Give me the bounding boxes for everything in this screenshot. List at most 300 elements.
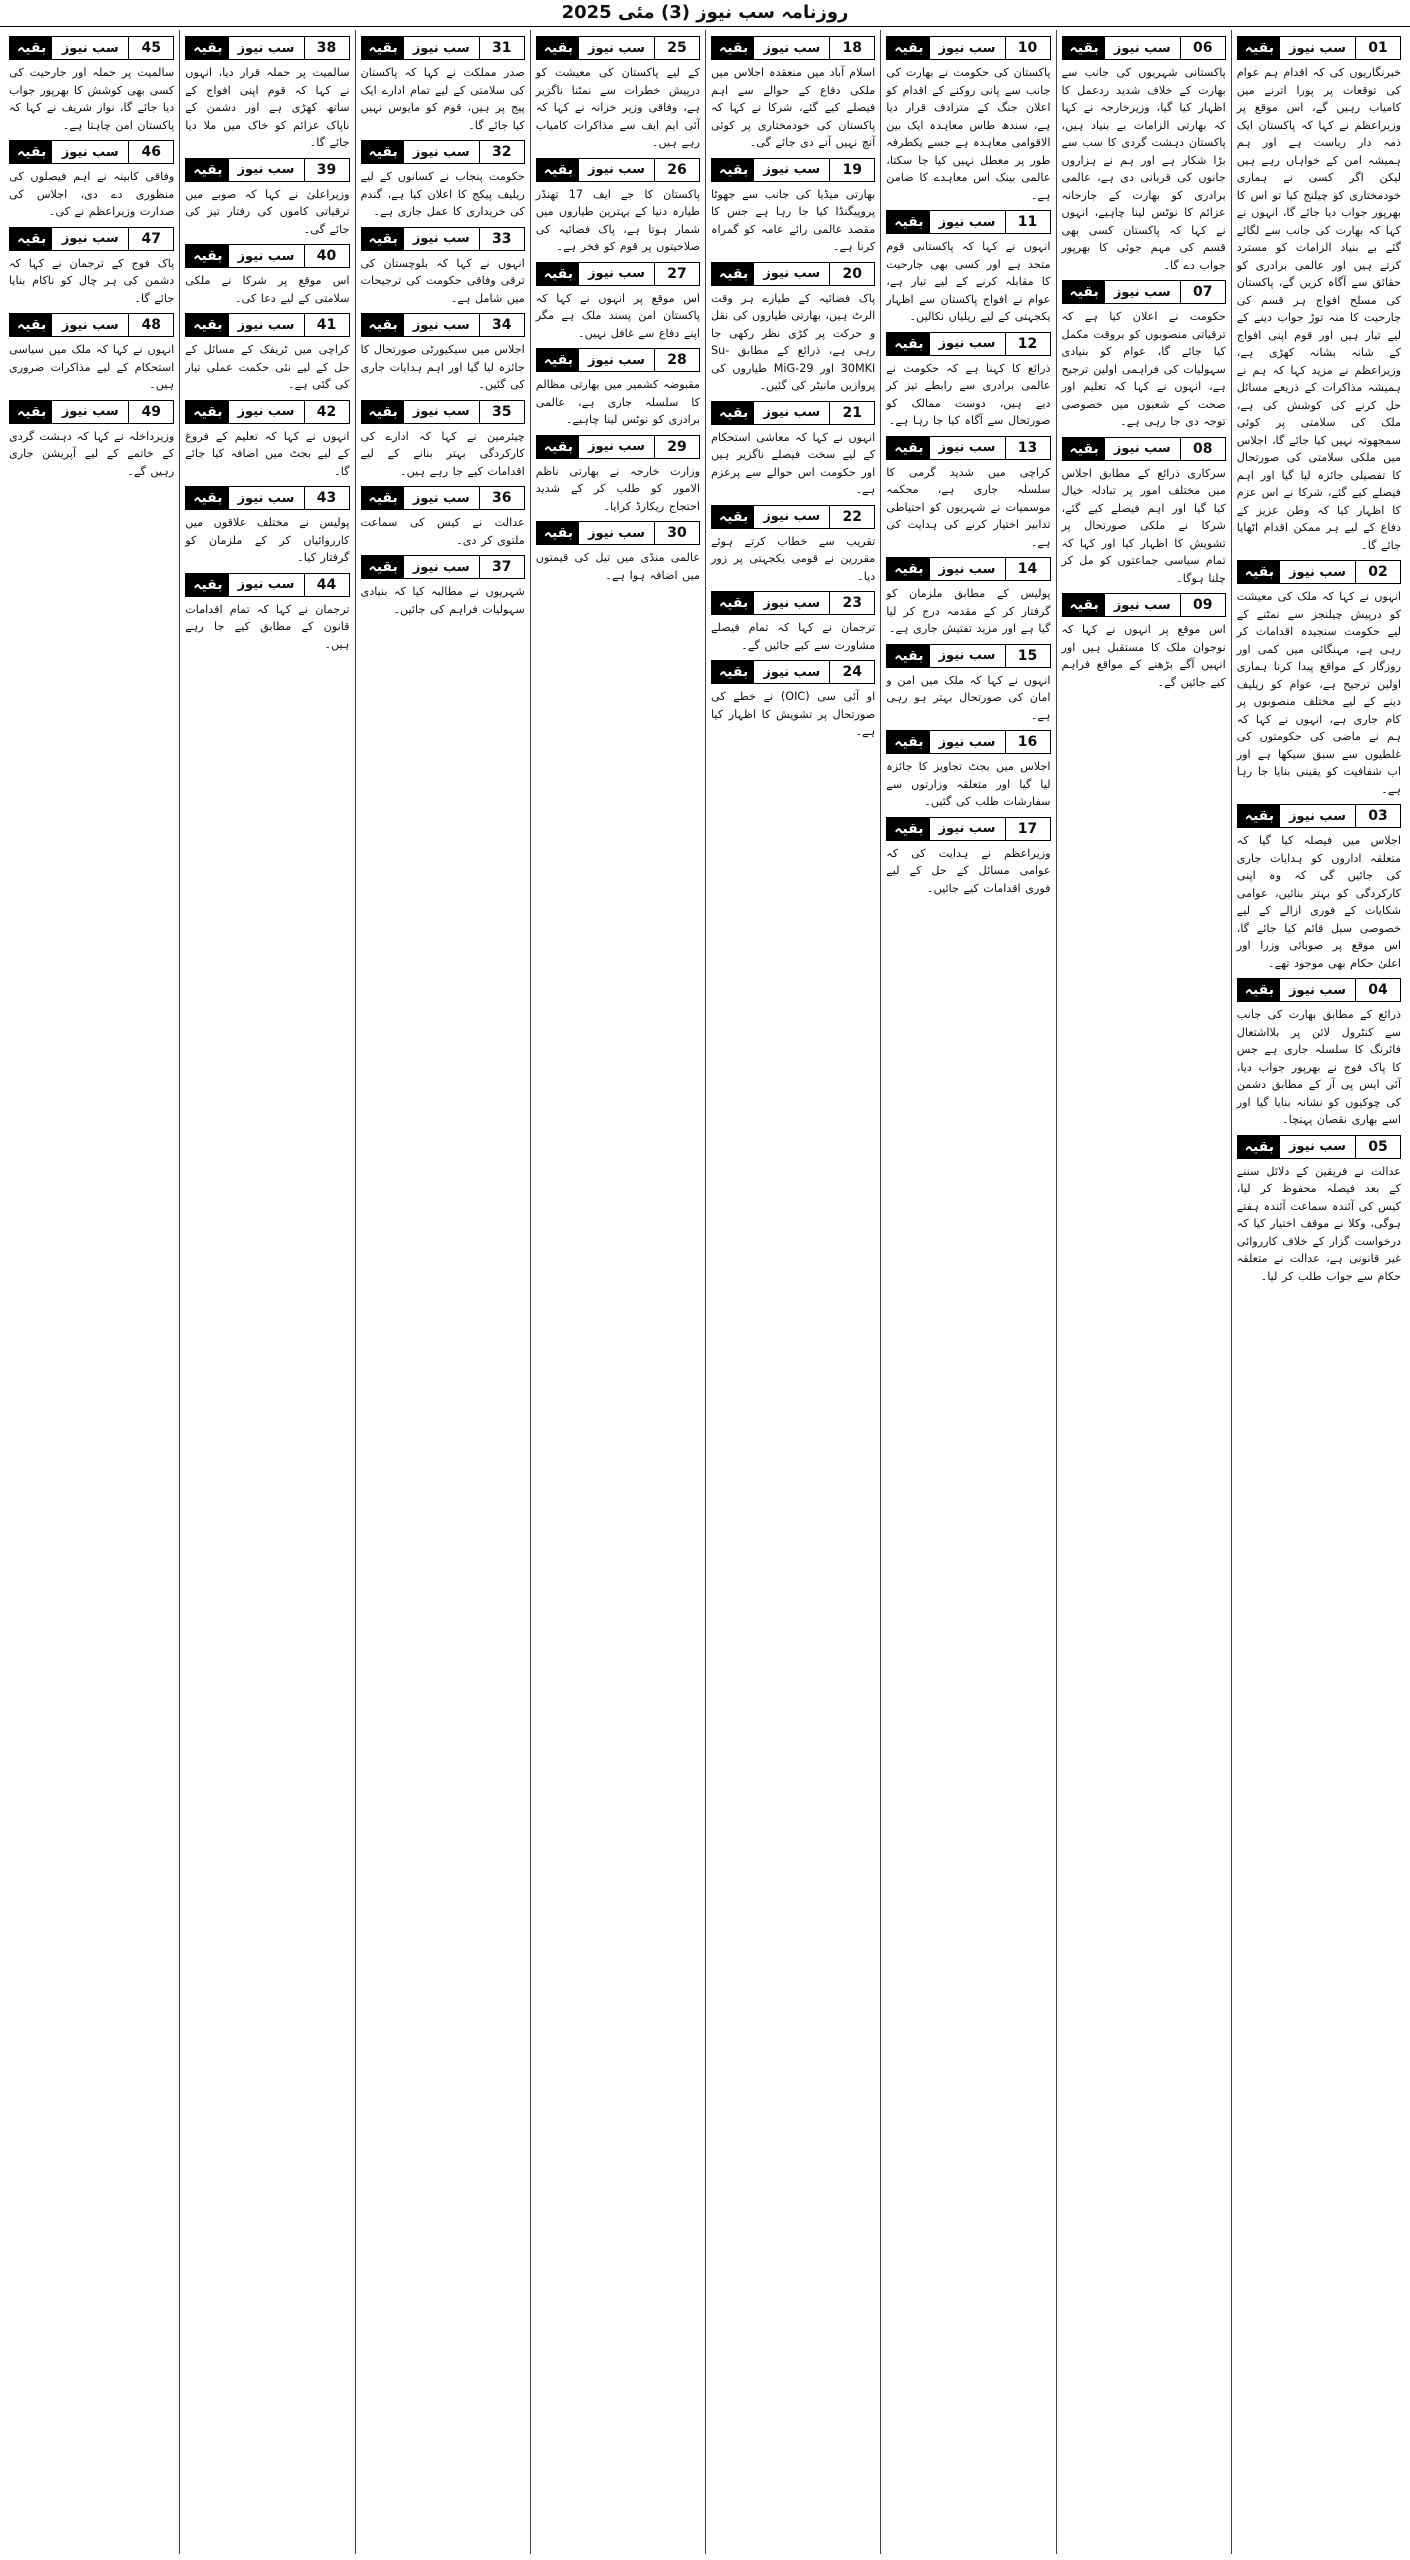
brand-label: سب نیوز [938,648,996,663]
continued-label: بقیہ [712,506,754,528]
continuation-tag [536,435,700,459]
continuation-number: 14 [1005,558,1050,580]
article-text: مقبوضہ کشمیر میں بھارتی مظالم کا سلسلہ جاری ہے، عالمی برادری کو نوٹس لینا چاہیے۔ [535,378,700,426]
brand-label: سب نیوز [1289,40,1346,56]
continuation-number: 02 [1355,561,1400,583]
continued-label: بقیہ [10,401,52,423]
continuation-block [9,140,174,221]
article-text: پولیس کے مطابق ملزمان کو گرفتار کر کے مقدمہ درج کر لیا گیا ہے اور مزید تفتیش جاری ہے۔ [886,587,1051,635]
continuation-tag [361,36,525,60]
continuation-number: 31 [479,37,524,59]
article-text: پاکستان کی حکومت نے بھارت کی جانب سے پانی روکنے کے اقدام کو اعلان جنگ کے مترادف قرار دیا ہے، سندھ طاس معاہدہ ایک بین الاقوامی معاہدہ ہے جسے یکطرفہ طور پر معطل نہیں کیا جا سکتا، عالمی بینک اس معاہدے کا ضامن ہے۔ [886,66,1051,202]
continuation-number: 16 [1005,731,1050,753]
article-text: انہوں نے کہا کہ تعلیم کے فروغ کے لیے بجٹ میں اضافہ کیا جائے گا۔ [185,429,350,478]
continued-label: بقیہ [1063,37,1105,59]
continuation-number: 35 [479,401,524,423]
article-text: ذرائع کے مطابق بھارت کی جانب سے کنٹرول لائن پر بلااشتعال فائرنگ کا سلسلہ جاری ہے جس کا پاک فوج نے بھرپور جواب دیا، آئی ایس پی آر کے مطابق دشمن کی چوکیوں کو نشانہ بنایا گیا اور اسے بھاری نقصان پہنچا۔ [1236,1008,1401,1126]
columns-container [4,30,1406,2554]
continuation-block [1237,804,1401,972]
brand-label: سب نیوز [412,231,470,246]
continuation-block [185,244,349,307]
continuation-block [711,660,875,741]
continuation-tag [9,313,174,337]
continuation-block [1237,36,1401,554]
continuation-tag [536,262,700,286]
continued-label: بقیہ [712,37,754,59]
brand-label: سب نیوز [237,577,295,592]
brand-label: سب نیوز [588,40,645,56]
article-text: پاکستانی شہریوں کی جانب سے بھارت کے خلاف شدید ردعمل کا اظہار کیا گیا، وزیرخارجہ نے کہا کہ بھارتی الزامات بے بنیاد ہیں، پاکستان دہشت گردی کا سب سے بڑا شکار ہے اور ہم نے ہزاروں جانوں کی قربانی دی ہے، عالمی برادری کو بھارت کے جارحانہ عزائم کا نوٹس لینا چاہیے، انہوں نے کہا کہ پاکستان کسی بھی قسم کی مہم جوئی کا بھرپور جواب دے گا۔ [1061,66,1226,272]
continued-label: بقیہ [1063,438,1105,460]
article-text: انہوں نے کہا کہ معاشی استحکام کے لیے سخت فیصلے ناگزیر ہیں اور حکومت اس حوالے سے پرعزم ہے۔ [711,430,876,496]
continuation-tag [1237,1135,1401,1159]
continuation-number: 01 [1355,37,1400,59]
continuation-tag [711,591,875,615]
continuation-tag [886,36,1050,60]
continuation-tag [361,555,525,579]
continuation-number: 37 [479,556,524,578]
continuation-number: 48 [128,314,173,336]
continued-label: بقیہ [537,263,579,285]
continuation-tag [711,401,875,425]
brand-label: سب نیوز [1113,40,1171,56]
article-text: سرکاری ذرائع کے مطابق اجلاس میں مختلف امور پر تبادلہ خیال کیا گیا اور اہم فیصلے کیے گئے، شرکا نے ملکی صورتحال پر تشویش کا اظہار کیا اور کہا کہ تمام سیاسی جماعتوں کو مل کر چلنا ہوگا۔ [1061,466,1226,585]
brand-label: سب نیوز [938,561,996,577]
continuation-block [536,521,700,584]
continued-label: بقیہ [712,263,754,285]
continued-label: بقیہ [362,401,404,423]
continuation-tag [886,557,1050,581]
continuation-tag [361,400,525,424]
continuation-block [185,486,349,567]
continued-label: بقیہ [10,228,52,250]
brand-label: سب نیوز [412,317,470,333]
continued-label: بقیہ [186,314,228,336]
brand-label: سب نیوز [237,404,295,419]
continuation-tag [886,817,1050,841]
continued-label: بقیہ [362,556,404,578]
article-text: سالمیت پر حملہ قرار دیا، انہوں نے کہا کہ قوم اپنی افواج کے ساتھ کھڑی ہے اور دشمن کے ناپاک عزائم کو خاک میں ملا دیا جائے گا۔ [185,66,350,149]
continuation-number: 18 [829,37,874,59]
continuation-tag [886,436,1050,460]
continuation-number: 09 [1180,594,1225,616]
continuation-tag [361,140,525,164]
article-text: اس موقع پر شرکا نے ملکی سلامتی کے لیے دعا کی۔ [185,274,350,305]
brand-label: سب نیوز [412,404,470,419]
brand-label: سب نیوز [61,40,119,56]
continued-label: بقیہ [887,731,929,753]
continuation-number: 38 [304,37,349,59]
continuation-block [1062,437,1226,588]
column-2 [1056,30,1231,2554]
continuation-number: 39 [304,159,349,181]
continuation-number: 21 [829,402,874,424]
continuation-number: 25 [654,37,699,59]
continuation-block [185,313,349,394]
continuation-number: 34 [479,314,524,336]
continuation-tag [1062,593,1226,617]
brand-label: سب نیوز [237,248,295,264]
continuation-number: 30 [654,522,699,544]
continuation-number: 40 [304,245,349,267]
brand-label: سب نیوز [588,266,645,281]
continued-label: بقیہ [1238,37,1280,59]
continuation-number: 44 [304,574,349,596]
article-text: بھارتی میڈیا کی جانب سے جھوٹا پروپیگنڈا کیا جا رہا ہے جس کا مقصد عالمی رائے عامہ کو گمراہ کرنا ہے۔ [711,187,876,253]
article-text: پولیس نے مختلف علاقوں میں کارروائیاں کر کے ملزمان کو گرفتار کیا۔ [185,516,350,564]
column-8 [4,30,179,2554]
continuation-block [361,313,525,394]
continued-label: بقیہ [537,349,579,371]
article-text: اجلاس میں بجٹ تجاویز کا جائزہ لیا گیا اور متعلقہ وزارتوں سے سفارشات طلب کی گئیں۔ [886,760,1051,808]
continued-label: بقیہ [186,37,228,59]
article-text: صدر مملکت نے کہا کہ پاکستان کی سلامتی کے لیے تمام ادارے ایک پیج پر ہیں، قوم کو مایوس نہیں کیا جائے گا۔ [360,66,525,132]
brand-label: سب نیوز [588,162,645,177]
article-text: خبرنگاریوں کی کہ اقدام ہم عوام کی توقعات پر پورا اترنے میں کامیاب رہیں گے، اس موقع پر وزیراعظم نے کہا کہ پاکستان ایک ذمہ دار ریاست ہے اور ہم ہمیشہ امن کے خواہاں رہے ہیں لیکن اگر کسی نے ہماری خودمختاری کو چیلنج کیا تو اس کا بھرپور جواب دیا جائے گا، انہوں نے کہا کہ بھارت کی جانب سے لگائے گئے بے بنیاد الزامات کو مسترد کرتے ہیں اور عالمی برادری کو حقائق سے آگاہ کریں گے، پاکستان کی مسلح افواج ہر قسم کی جارحیت کا منہ توڑ جواب دینے کے لیے تیار ہیں اور قوم اپنی افواج کے شانہ بشانہ کھڑی ہے، وزیراعظم نے مزید کہا کہ ہم نے ہمیشہ مذاکرات کے ذریعے مسائل حل کرنے کی کوشش کی ہے، ملک کی سلامتی پر کوئی سمجھوتہ نہیں کیا جائے گا، اجلاس میں ملکی سلامتی کی صورتحال کا تفصیلی جائزہ لیا گیا اور اہم فیصلے کیے گئے، شرکا نے اس عزم کا اظہار کیا کہ وطن عزیز کے دفاع کے لیے ہر ممکن اقدام اٹھایا جائے گا۔ [1236,66,1401,552]
continued-label: بقیہ [10,141,52,163]
continuation-tag [536,348,700,372]
brand-label: سب نیوز [61,404,119,419]
brand-label: سب نیوز [763,162,821,177]
column-6 [355,30,530,2554]
continued-label: بقیہ [712,592,754,614]
continued-label: بقیہ [1238,805,1280,827]
continuation-tag [9,140,174,164]
continued-label: بقیہ [362,487,404,509]
continuation-tag [9,227,174,251]
continuation-number: 05 [1355,1136,1400,1158]
continuation-tag [361,227,525,251]
continuation-tag [1062,36,1226,60]
continued-label: بقیہ [1063,594,1105,616]
continuation-tag [185,244,349,268]
continuation-tag [361,486,525,510]
continued-label: بقیہ [186,574,228,596]
continued-label: بقیہ [362,314,404,336]
continued-label: بقیہ [537,436,579,458]
continuation-number: 42 [304,401,349,423]
brand-label: سب نیوز [938,440,996,455]
brand-label: سب نیوز [412,40,470,56]
continuation-block [1237,560,1401,798]
brand-label: سب نیوز [938,336,996,351]
continuation-block [536,36,700,152]
continuation-block [886,36,1050,204]
continuation-tag [9,36,174,60]
continuation-number: 23 [829,592,874,614]
brand-label: سب نیوز [763,266,821,281]
brand-label: سب نیوز [1289,808,1346,824]
continuation-number: 41 [304,314,349,336]
article-text: ذرائع کا کہنا ہے کہ حکومت نے عالمی برادری سے رابطے تیز کر دیے ہیں، دوست ممالک کو صورتحال سے آگاہ کیا جا رہا ہے۔ [886,361,1051,427]
brand-label: سب نیوز [237,317,295,333]
column-1 [1231,30,1406,2554]
continuation-block [886,557,1050,638]
continuation-tag [1062,280,1226,304]
continuation-block [9,36,174,134]
article-text: عدالت نے فریقین کے دلائل سننے کے بعد فیصلہ محفوظ کر لیا، کیس کی آئندہ سماعت آئندہ ہفتے ہوگی، وکلا نے موقف اختیار کیا کہ درخواست گزار کے خلاف کارروائی غیر قانونی ہے، عدالت نے متعلقہ حکام سے جواب طلب کر لیا۔ [1236,1164,1401,1283]
article-text: عدالت نے کیس کی سماعت ملتوی کر دی۔ [360,516,525,547]
continued-label: بقیہ [537,37,579,59]
article-text: حکومت پنجاب نے کسانوں کے لیے ریلیف پیکج کا اعلان کیا ہے، گندم کی خریداری کا عمل جاری ہے۔ [360,170,525,218]
continuation-number: 46 [128,141,173,163]
continuation-number: 49 [128,401,173,423]
brand-label: سب نیوز [61,144,119,160]
continuation-number: 13 [1005,437,1050,459]
continuation-block [711,401,875,499]
article-text: تقریب سے خطاب کرتے ہوئے مقررین نے قومی یکجہتی پر زور دیا۔ [711,534,876,583]
continuation-tag [185,486,349,510]
continuation-tag [711,505,875,529]
continuation-tag [886,332,1050,356]
article-text: اس موقع پر انہوں نے کہا کہ نوجوان ملک کا مستقبل ہیں اور انہیں آگے بڑھنے کے مواقع فراہم کیے جائیں گے۔ [1061,623,1226,689]
continuation-block [9,227,174,308]
brand-label: سب نیوز [1113,284,1171,300]
brand-label: سب نیوز [412,490,470,506]
continuation-tag [886,210,1050,234]
continuation-block [1062,280,1226,431]
continuation-tag [185,158,349,182]
continuation-block [886,644,1050,725]
continuation-number: 15 [1005,645,1050,667]
continuation-number: 07 [1180,281,1225,303]
continuation-number: 20 [829,263,874,285]
article-text: انہوں نے کہا کہ پاکستانی قوم متحد ہے اور کسی بھی جارحیت کا مقابلہ کرنے کے لیے تیار ہے، عوام نے افواج پاکستان سے اظہار یکجہتی کے لیے ریلیاں نکالیں۔ [886,240,1051,323]
continuation-number: 04 [1355,979,1400,1001]
article-text: ترجمان نے کہا کہ تمام اقدامات قانون کے مطابق کیے جا رہے ہیں۔ [185,602,350,651]
continuation-tag [185,313,349,337]
column-3 [880,30,1055,2554]
continuation-number: 08 [1180,438,1225,460]
continuation-tag [711,36,875,60]
article-text: شہریوں نے مطالبہ کیا کہ بنیادی سہولیات فراہم کی جائیں۔ [360,585,525,616]
continuation-number: 17 [1005,818,1050,840]
continuation-block [361,140,525,221]
continuation-block [361,486,525,549]
continuation-block [361,400,525,481]
article-text: ترجمان نے کہا کہ تمام فیصلے مشاورت سے کیے جائیں گے۔ [711,621,876,652]
article-text: اسلام آباد میں منعقدہ اجلاس میں ملکی دفاع کے حوالے سے اہم فیصلے کیے گئے، شرکا نے کہا کہ پاکستان کی خودمختاری پر کوئی آنچ نہیں آنے دی جائے گی۔ [711,66,876,149]
continuation-tag [185,400,349,424]
continuation-block [1237,978,1401,1129]
continuation-number: 10 [1005,37,1050,59]
continued-label: بقیہ [712,159,754,181]
brand-label: سب نیوز [588,439,645,454]
continuation-block [711,591,875,654]
continuation-block [711,505,875,586]
continuation-number: 06 [1180,37,1225,59]
continued-label: بقیہ [186,487,228,509]
article-text: پاک فضائیہ کے طیارے ہر وقت الرٹ ہیں، بھارتی طیاروں کی نقل و حرکت پر کڑی نظر رکھی جا رہی ہے، ذرائع کے مطابق Su-30MKI اور MiG-29 طیاروں کی پروازیں مانیٹر کی گئیں۔ [711,291,876,392]
continuation-tag [536,158,700,182]
brand-label: سب نیوز [763,595,821,611]
brand-label: سب نیوز [237,40,295,56]
continuation-number: 28 [654,349,699,371]
brand-label: سب نیوز [237,490,295,506]
brand-label: سب نیوز [938,734,996,750]
continued-label: بقیہ [712,661,754,683]
continued-label: بقیہ [887,645,929,667]
continuation-tag [185,36,349,60]
brand-label: سب نیوز [1289,982,1346,998]
continued-label: بقیہ [887,558,929,580]
continuation-block [711,262,875,395]
article-text: انہوں نے کہا کہ ملک میں سیاسی استحکام کے لیے مذاکرات ضروری ہیں۔ [9,343,175,391]
continuation-tag [1237,804,1401,828]
continued-label: بقیہ [887,211,929,233]
continued-label: بقیہ [537,522,579,544]
article-text: سالمیت پر حملہ اور جارحیت کی کسی بھی کوشش کا بھرپور جواب دیا جائے گا، نواز شریف نے کہا کہ پاکستان امن چاہتا ہے۔ [9,66,175,132]
continuation-tag [886,730,1050,754]
brand-label: سب نیوز [938,40,996,56]
continuation-number: 32 [479,141,524,163]
brand-label: سب نیوز [237,162,295,177]
brand-label: سب نیوز [412,559,470,575]
continued-label: بقیہ [186,159,228,181]
article-text: اجلاس میں فیصلہ کیا گیا کہ متعلقہ اداروں کو ہدایات جاری کی جائیں گی کہ وہ اپنی کارکردگی کو بہتر بنائیں، عوامی شکایات کے فوری ازالے کے لیے خصوصی سیل قائم کیا جائے گا، اس موقع پر صوبائی وزرا اور اعلیٰ حکام بھی موجود تھے۔ [1236,834,1401,970]
continuation-block [536,158,700,256]
continuation-block [9,313,174,394]
continued-label: بقیہ [10,37,52,59]
continuation-tag [711,660,875,684]
continuation-block [536,348,700,429]
continuation-block [711,36,875,152]
brand-label: سب نیوز [763,40,821,56]
brand-label: سب نیوز [61,317,119,333]
article-text: پاکستان کا جے ایف 17 تھنڈر طیارہ دنیا کے بہترین طیاروں میں شمار ہوتا ہے، پاک فضائیہ کی صلاحیتوں پر قوم کو فخر ہے۔ [535,187,700,253]
continuation-tag [1237,978,1401,1002]
continuation-number: 22 [829,506,874,528]
article-text: وزیراعظم نے ہدایت کی کہ عوامی مسائل کے حل کے لیے فوری اقدامات کیے جائیں۔ [886,846,1051,895]
continued-label: بقیہ [537,159,579,181]
continuation-block [9,400,174,481]
continuation-block [711,158,875,256]
continuation-tag [1237,560,1401,584]
continued-label: بقیہ [887,333,929,355]
continuation-block [361,555,525,618]
continuation-block [361,227,525,308]
article-text: انہوں نے کہا کہ ملک میں امن و امان کی صورتحال بہتر ہو رہی ہے۔ [886,673,1051,722]
continuation-tag [361,313,525,337]
article-text: وزیراعلیٰ نے کہا کہ صوبے میں ترقیاتی کاموں کی رفتار تیز کی جائے گی۔ [185,187,350,236]
masthead-title: روزنامہ سب نیوز (3) مئی 2025 [0,0,1410,27]
continuation-number: 45 [128,37,173,59]
brand-label: سب نیوز [1113,441,1171,456]
continuation-block [886,332,1050,430]
continuation-number: 12 [1005,333,1050,355]
continuation-block [536,262,700,343]
continuation-tag [9,400,174,424]
continuation-block [536,435,700,516]
continued-label: بقیہ [362,141,404,163]
article-text: وفاقی کابینہ نے اہم فیصلوں کی منظوری دے دی، اجلاس کی صدارت وزیراعظم نے کی۔ [9,170,175,218]
article-text: عالمی منڈی میں تیل کی قیمتوں میں اضافہ ہوا ہے۔ [535,551,700,582]
continuation-block [886,730,1050,811]
continuation-block [886,210,1050,326]
brand-label: سب نیوز [763,509,821,524]
continued-label: بقیہ [887,37,929,59]
continuation-number: 47 [128,228,173,250]
continuation-block [1237,1135,1401,1286]
continuation-block [185,573,349,654]
article-text: وزارت خارجہ نے بھارتی ناظم الامور کو طلب کر کے شدید احتجاج ریکارڈ کرایا۔ [535,464,700,513]
continued-label: بقیہ [1238,561,1280,583]
continued-label: بقیہ [712,402,754,424]
continuation-block [185,158,349,239]
continuation-block [886,817,1050,898]
continued-label: بقیہ [1063,281,1105,303]
article-text: وزیرداخلہ نے کہا کہ دہشت گردی کے خاتمے کے لیے آپریشن جاری رہیں گے۔ [9,429,175,478]
column-5 [530,30,705,2554]
article-text: انہوں نے کہا کہ ملک کی معیشت کو درپیش چیلنجز سے نمٹنے کے لیے حکومت سنجیدہ اقدامات کر رہی ہے، مہنگائی میں کمی اور روزگار کے مواقع پیدا کرنا ہماری اولین ترجیح ہے، عوام کو ریلیف دینے کے لیے مختلف منصوبوں پر کام جاری ہے، انہوں نے کہا کہ ہم نے ماضی کی حکومتوں کی غلطیوں سے سبق سیکھا ہے اور اب شفافیت کو یقینی بنایا جا رہا ہے۔ [1236,590,1401,796]
article-text: چیئرمین نے کہا کہ ادارے کی کارکردگی بہتر بنانے کے لیے اقدامات کیے جا رہے ہیں۔ [360,429,525,478]
continuation-number: 24 [829,661,874,683]
continuation-number: 26 [654,159,699,181]
article-text: کے لیے پاکستان کی معیشت کو درپیش خطرات سے نمٹنا ناگزیر ہے، وفاقی وزیر خزانہ نے کہا کہ آئی ایم ایف سے مذاکرات کامیاب رہے ہیں۔ [535,66,700,149]
continuation-number: 36 [479,487,524,509]
continuation-tag [711,262,875,286]
continuation-tag [536,521,700,545]
brand-label: سب نیوز [763,664,821,680]
continued-label: بقیہ [887,437,929,459]
continued-label: بقیہ [1238,1136,1280,1158]
continuation-block [185,400,349,481]
continuation-block [886,436,1050,552]
continued-label: بقیہ [1238,979,1280,1001]
column-4 [705,30,880,2554]
continuation-number: 11 [1005,211,1050,233]
brand-label: سب نیوز [412,144,470,160]
brand-label: سب نیوز [938,214,996,230]
brand-label: سب نیوز [1113,597,1171,613]
brand-label: سب نیوز [938,821,996,836]
article-text: کراچی میں ٹریفک کے مسائل کے حل کے لیے نئی حکمت عملی تیار کی گئی ہے۔ [185,343,350,391]
brand-label: سب نیوز [763,405,821,420]
brand-label: سب نیوز [588,525,645,541]
article-text: اس موقع پر انہوں نے کہا کہ پاکستان امن پسند ملک ہے مگر اپنے دفاع سے غافل نہیں۔ [535,291,700,340]
continuation-tag [185,573,349,597]
continuation-number: 43 [304,487,349,509]
column-7 [179,30,354,2554]
continued-label: بقیہ [186,401,228,423]
continuation-block [1062,36,1226,274]
brand-label: سب نیوز [1289,1139,1346,1154]
continuation-tag [711,158,875,182]
brand-label: سب نیوز [588,352,645,368]
continuation-number: 19 [829,159,874,181]
article-text: او آئی سی (OIC) نے خطے کی صورتحال پر تشویش کا اظہار کیا ہے۔ [711,690,876,738]
continuation-tag [886,644,1050,668]
article-text: انہوں نے کہا کہ بلوچستان کی ترقی وفاقی حکومت کی ترجیحات میں شامل ہے۔ [360,256,525,305]
continued-label: بقیہ [887,818,929,840]
article-text: کراچی میں شدید گرمی کا سلسلہ جاری ہے، محکمہ موسمیات نے شہریوں کو احتیاطی تدابیر اختیار کرنے کی ہدایت کی ہے۔ [886,465,1051,549]
continuation-number: 29 [654,436,699,458]
continuation-block [185,36,349,152]
continued-label: بقیہ [362,228,404,250]
continuation-number: 03 [1355,805,1400,827]
brand-label: سب نیوز [1289,564,1346,580]
continued-label: بقیہ [362,37,404,59]
article-text: پاک فوج کے ترجمان نے کہا کہ دشمن کی ہر چال کو ناکام بنایا جائے گا۔ [9,256,175,305]
continuation-number: 27 [654,263,699,285]
brand-label: سب نیوز [61,231,119,246]
continuation-block [361,36,525,134]
continuation-block [1062,593,1226,691]
continued-label: بقیہ [186,245,228,267]
continued-label: بقیہ [10,314,52,336]
continuation-tag [536,36,700,60]
article-text: اجلاس میں سیکیورٹی صورتحال کا جائزہ لیا گیا اور اہم ہدایات جاری کی گئیں۔ [360,343,525,391]
